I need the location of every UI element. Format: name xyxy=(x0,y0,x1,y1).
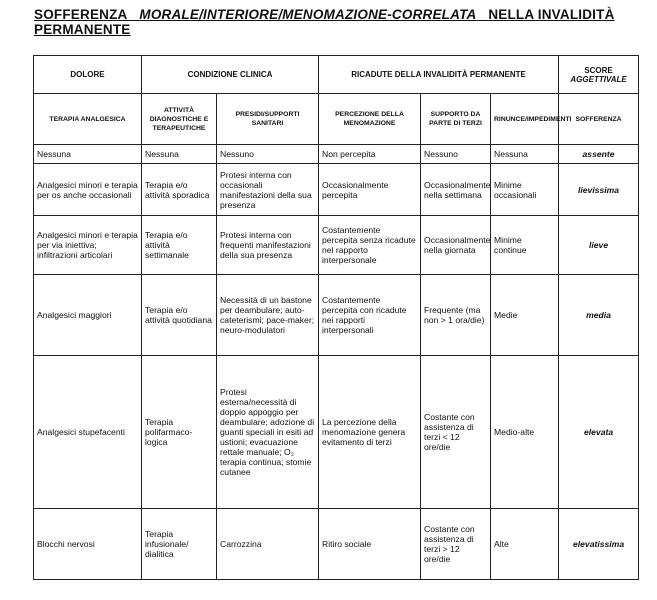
table-row xyxy=(34,509,639,580)
header-supporto: SUPPORTO DA PARTE DI TERZI xyxy=(421,94,491,145)
header-percezione: PERCEZIONE DELLA MENOMAZIONE xyxy=(319,94,421,145)
cell-percezione: Costantemente percepita con ricadute nei rapporti interpersonali xyxy=(319,275,421,356)
cell-attivita: Terapia polifarmaco-logica xyxy=(142,356,217,509)
header-condizione-clinica: CONDIZIONE CLINICA xyxy=(142,56,319,94)
header-dolore: DOLORE xyxy=(34,56,142,94)
cell-attivita: Terapia e/o attività quotidiana xyxy=(142,275,217,356)
cell-rinunce: Medio-alte xyxy=(491,356,559,509)
cell-rinunce: Minime occasionali xyxy=(491,164,559,216)
cell-supporto: Costante con assistenza di terzi < 12 ore/die xyxy=(421,356,491,509)
cell-percezione: Occasionalmente percepita xyxy=(319,164,421,216)
cell-terapia: Analgesici minori e terapia per os anche occasionali xyxy=(34,164,142,216)
cell-presidi: Necessità di un bastone per deambulare; auto-cateterismi; pace-maker; neuro-modulatori xyxy=(217,275,319,356)
cell-rinunce: Alte xyxy=(491,509,559,580)
header-presidi: PRESIDI/SUPPORTI SANITARI xyxy=(217,94,319,145)
header-rinunce: RINUNCE/IMPEDIMENTI xyxy=(491,94,559,145)
cell-rinunce: Minime continue xyxy=(491,216,559,275)
cell-supporto: Occasionalmente nella giornata xyxy=(421,216,491,275)
cell-terapia: Nessuna xyxy=(34,145,142,164)
cell-rinunce: Medie xyxy=(491,275,559,356)
header-attivita: ATTIVITÀ DIAGNOSTICHE E TERAPEUTICHE xyxy=(142,94,217,145)
header-score-line1: SCORE xyxy=(584,65,613,75)
cell-attivita: Terapia e/o attività sporadica xyxy=(142,164,217,216)
cell-attivita: Terapia e/o attività settimanale xyxy=(142,216,217,275)
title-part-2: MORALE/INTERIORE/MENOMAZIONE-CORRELATA xyxy=(139,7,477,22)
header-score-line2: AGGETTIVALE xyxy=(570,74,627,84)
title-part-3: NELLA INVALIDITÀ PERMANENTE xyxy=(34,7,615,37)
cell-attivita: Terapia infusionale/ dialitica xyxy=(142,509,217,580)
cell-presidi: Protesi esterna/necessità di doppio appoggio per deambulare; adozione di guanti speciali in esiti ad ustioni; evacuazione rettale manuale; O₂ terapia continua; stomie cutanee xyxy=(217,356,319,509)
cell-terapia: Analgesici maggiori xyxy=(34,275,142,356)
cell-score: elevatissima xyxy=(559,509,639,580)
table-row xyxy=(34,216,639,275)
cell-score: assente xyxy=(559,145,639,164)
cell-terapia: Analgesici stupefacenti xyxy=(34,356,142,509)
header-terapia: TERAPIA ANALGESICA xyxy=(34,94,142,145)
header-row-2 xyxy=(34,94,639,145)
cell-presidi: Carrozzina xyxy=(217,509,319,580)
header-ricadute: RICADUTE DELLA INVALIDITÀ PERMANENTE xyxy=(319,56,559,94)
table-row xyxy=(34,275,639,356)
cell-supporto: Occasionalmente nella settimana xyxy=(421,164,491,216)
score-table xyxy=(33,55,639,580)
table-row xyxy=(34,145,639,164)
cell-presidi: Protesi interna con frequenti manifestazioni della sua presenza xyxy=(217,216,319,275)
cell-score: lieve xyxy=(559,216,639,275)
cell-percezione: Non percepita xyxy=(319,145,421,164)
cell-percezione: La percezione della menomazione genera evitamento di terzi xyxy=(319,356,421,509)
cell-presidi: Nessuno xyxy=(217,145,319,164)
table-row xyxy=(34,164,639,216)
cell-supporto: Nessuno xyxy=(421,145,491,164)
cell-score: lievissima xyxy=(559,164,639,216)
cell-attivita: Nessuna xyxy=(142,145,217,164)
table-row xyxy=(34,356,639,509)
cell-percezione: Costantemente percepita senza ricadute nel rapporto interpersonale xyxy=(319,216,421,275)
cell-supporto: Costante con assistenza di terzi > 12 ore/die xyxy=(421,509,491,580)
cell-score: elevata xyxy=(559,356,639,509)
cell-terapia: Blocchi nervosi xyxy=(34,509,142,580)
header-sofferenza: SOFFERENZA xyxy=(559,94,639,145)
cell-percezione: Ritiro sociale xyxy=(319,509,421,580)
page-title xyxy=(34,7,634,37)
header-row-1 xyxy=(34,56,639,94)
cell-score: media xyxy=(559,275,639,356)
cell-supporto: Frequente (ma non > 1 ora/die) xyxy=(421,275,491,356)
title-part-1: SOFFERENZA xyxy=(34,7,128,22)
header-score xyxy=(559,56,639,94)
cell-presidi: Protesi interna con occasionali manifestazioni della sua presenza xyxy=(217,164,319,216)
cell-terapia: Analgesici minori e terapia per via iniettiva; infiltrazioni articolari xyxy=(34,216,142,275)
cell-rinunce: Nessuna xyxy=(491,145,559,164)
